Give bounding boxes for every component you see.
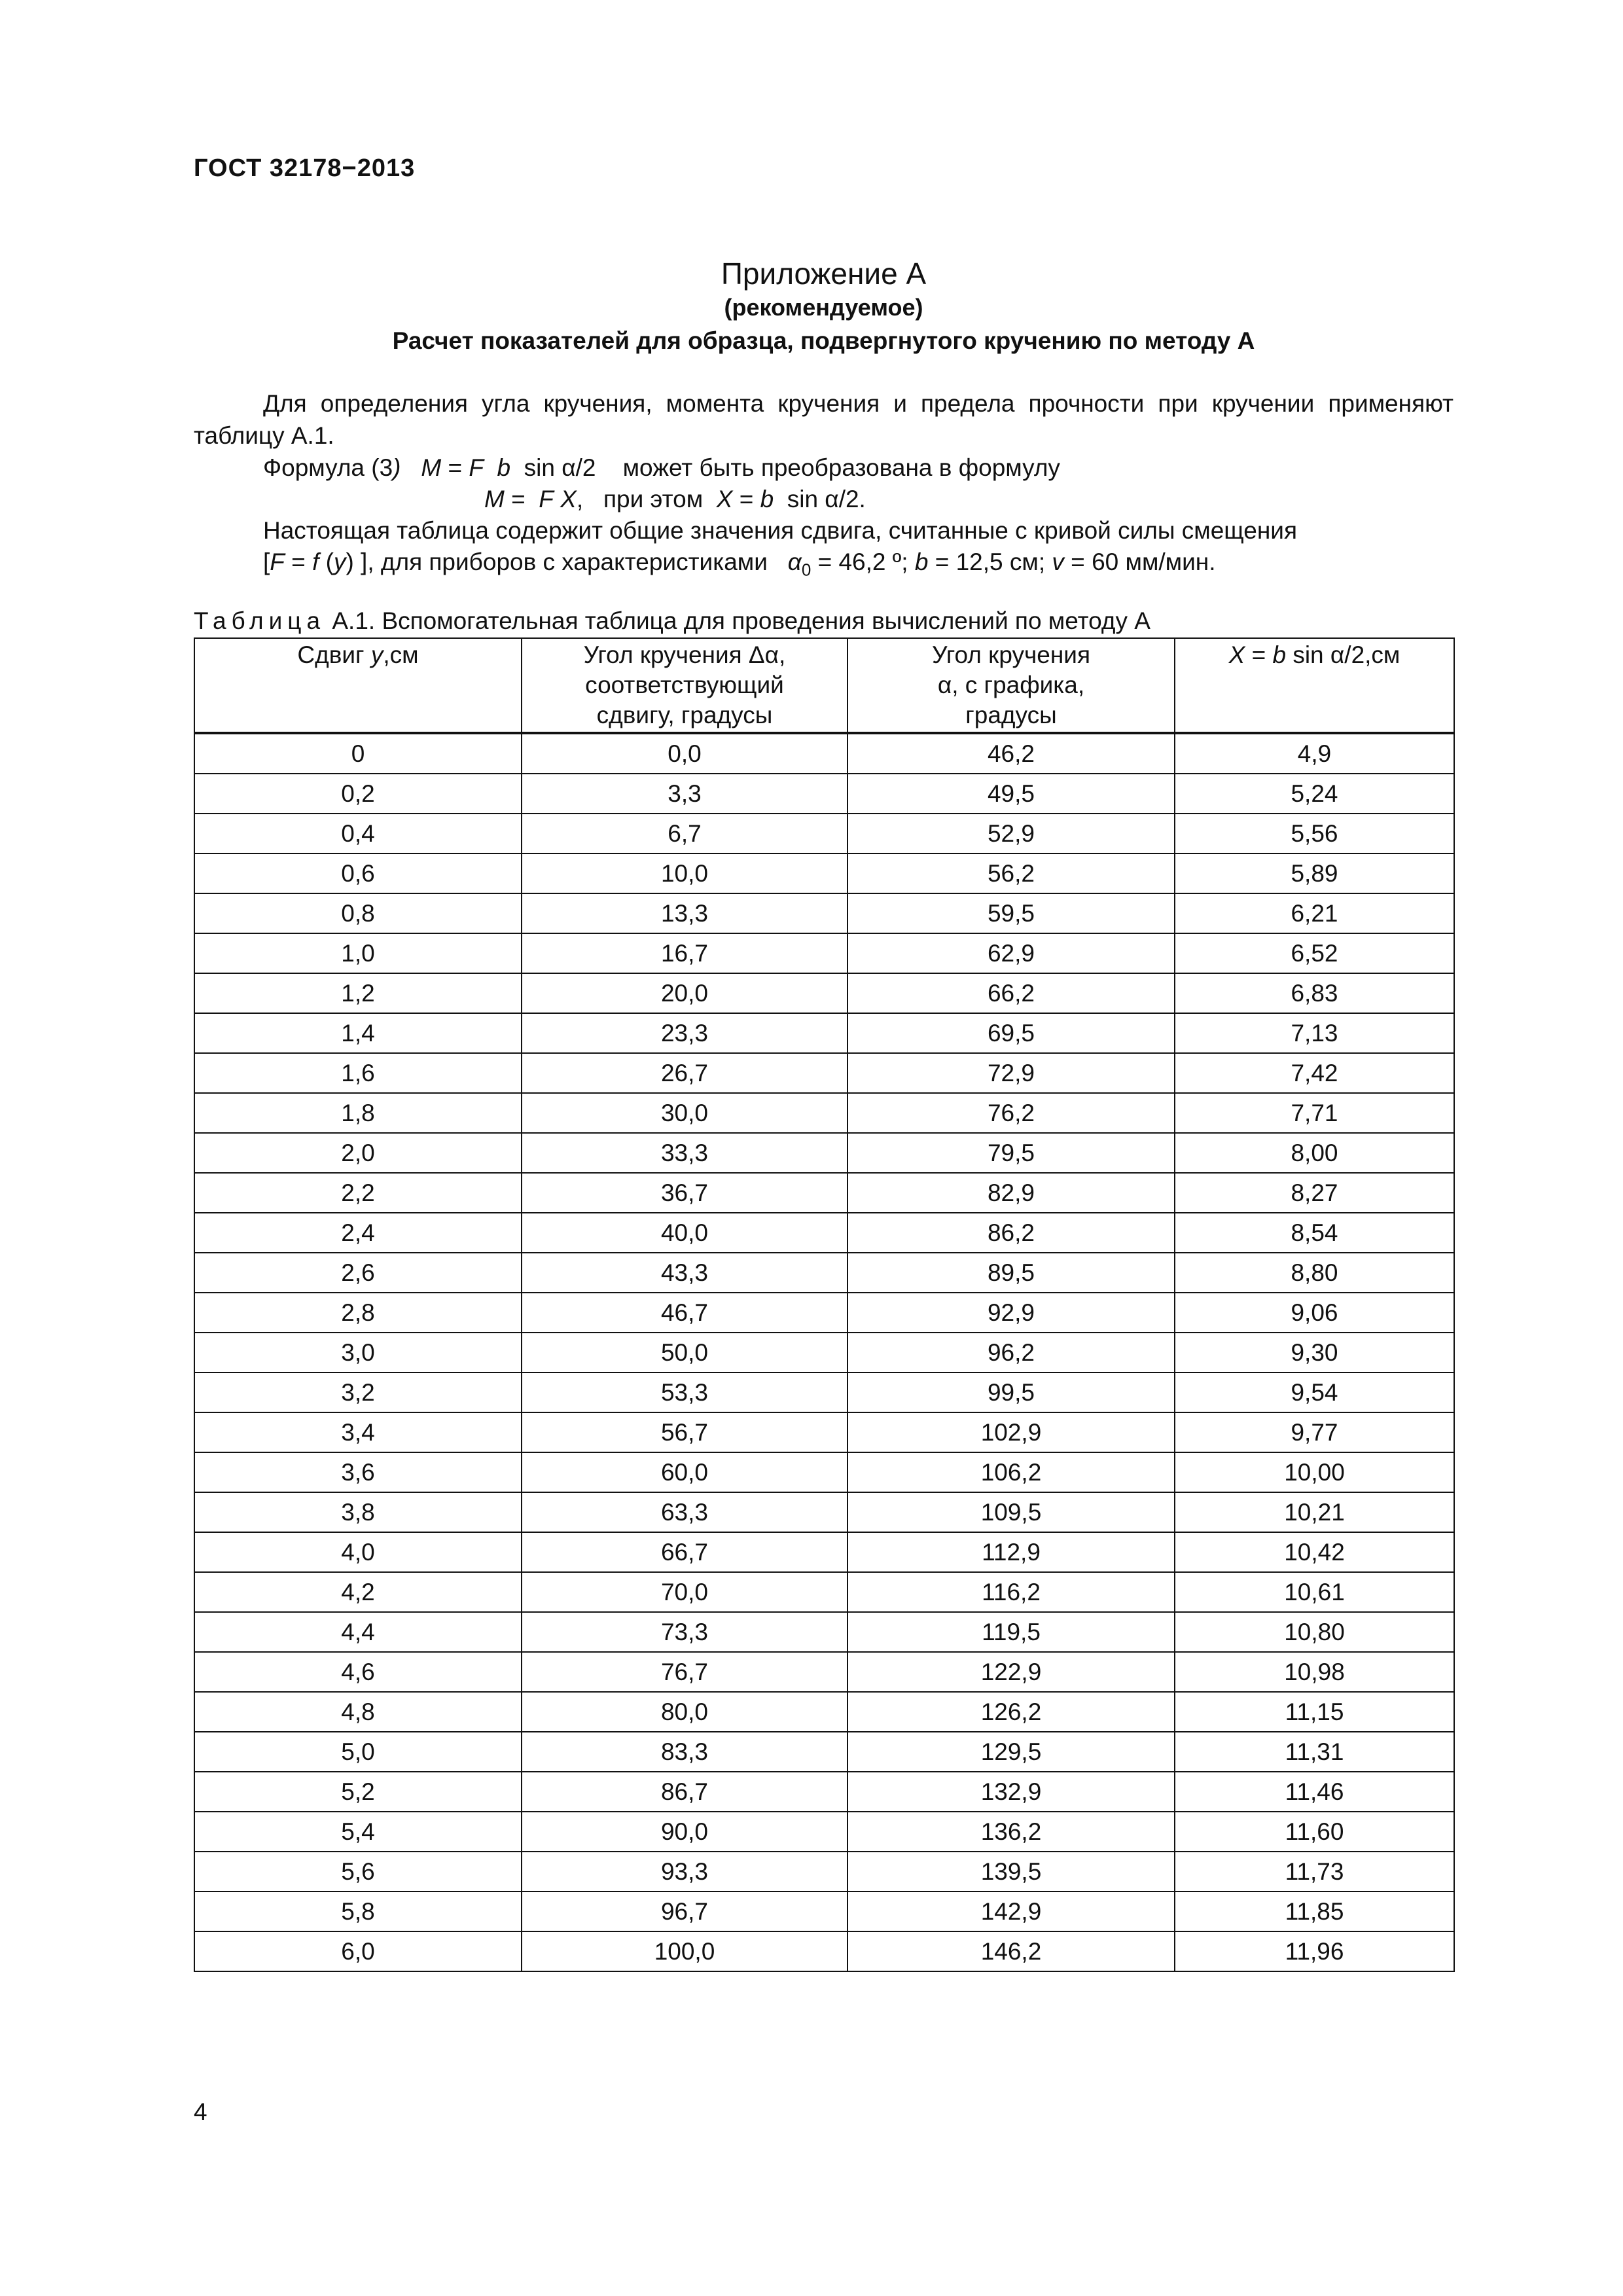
table-cell: 0,0 bbox=[522, 733, 847, 774]
table-cell: 2,0 bbox=[194, 1133, 522, 1173]
table-cell: 52,9 bbox=[847, 814, 1175, 853]
table-cell: 56,7 bbox=[522, 1412, 847, 1452]
table-cell: 49,5 bbox=[847, 774, 1175, 814]
table-row bbox=[194, 1173, 1454, 1213]
table-row bbox=[194, 1013, 1454, 1053]
table-cell: 5,0 bbox=[194, 1732, 522, 1772]
table-cell: 1,6 bbox=[194, 1053, 522, 1093]
table-cell: 16,7 bbox=[522, 933, 847, 973]
table-cell: 0,2 bbox=[194, 774, 522, 814]
table-cell: 90,0 bbox=[522, 1812, 847, 1852]
table-cell: 4,4 bbox=[194, 1612, 522, 1652]
table-cell: 20,0 bbox=[522, 973, 847, 1013]
table-cell: 10,21 bbox=[1175, 1492, 1454, 1532]
table-row bbox=[194, 1492, 1454, 1532]
table-cell: 4,9 bbox=[1175, 733, 1454, 774]
table-cell: 86,2 bbox=[847, 1213, 1175, 1253]
table-cell: 126,2 bbox=[847, 1692, 1175, 1732]
table-row bbox=[194, 933, 1454, 973]
table-cell: 9,77 bbox=[1175, 1412, 1454, 1452]
table-row bbox=[194, 1931, 1454, 1971]
table-cell: 83,3 bbox=[522, 1732, 847, 1772]
table-cell: 59,5 bbox=[847, 893, 1175, 933]
table-cell: 2,6 bbox=[194, 1253, 522, 1293]
table-cell: 89,5 bbox=[847, 1253, 1175, 1293]
table-cell: 8,00 bbox=[1175, 1133, 1454, 1173]
table-cell: 66,7 bbox=[522, 1532, 847, 1572]
table-cell: 11,46 bbox=[1175, 1772, 1454, 1812]
table-cell: 13,3 bbox=[522, 893, 847, 933]
table-row bbox=[194, 1452, 1454, 1492]
table-cell: 56,2 bbox=[847, 853, 1175, 893]
paragraph-table-note: Настоящая таблица содержит общие значения сдвига, считанные с кривой силы смещения bbox=[263, 517, 1298, 544]
table-row bbox=[194, 1253, 1454, 1293]
table-cell: 80,0 bbox=[522, 1692, 847, 1732]
table-row bbox=[194, 1053, 1454, 1093]
table-cell: 4,8 bbox=[194, 1692, 522, 1732]
table-cell: 63,3 bbox=[522, 1492, 847, 1532]
table-body bbox=[194, 733, 1454, 1971]
formula-line: Формула (3) M = F b sin α/2 может быть преобразована в формулу bbox=[263, 454, 1060, 481]
table-cell: 106,2 bbox=[847, 1452, 1175, 1492]
table-cell: 122,9 bbox=[847, 1652, 1175, 1692]
table-cell: 36,7 bbox=[522, 1173, 847, 1213]
table-row bbox=[194, 1093, 1454, 1133]
table-cell: 82,9 bbox=[847, 1173, 1175, 1213]
table-cell: 72,9 bbox=[847, 1053, 1175, 1093]
table-row bbox=[194, 1612, 1454, 1652]
table-cell: 6,21 bbox=[1175, 893, 1454, 933]
table-cell: 2,2 bbox=[194, 1173, 522, 1213]
page-number: 4 bbox=[194, 2098, 207, 2125]
paragraph-intro bbox=[194, 387, 1454, 452]
table-cell: 10,00 bbox=[1175, 1452, 1454, 1492]
table-row bbox=[194, 1732, 1454, 1772]
table-row bbox=[194, 1572, 1454, 1612]
table-cell: 92,9 bbox=[847, 1293, 1175, 1333]
table-row bbox=[194, 774, 1454, 814]
table-cell: 3,0 bbox=[194, 1333, 522, 1372]
table-cell: 5,56 bbox=[1175, 814, 1454, 853]
table-cell: 4,2 bbox=[194, 1572, 522, 1612]
table-cell: 40,0 bbox=[522, 1213, 847, 1253]
table-cell: 136,2 bbox=[847, 1812, 1175, 1852]
table-cell: 30,0 bbox=[522, 1093, 847, 1133]
table-cell: 146,2 bbox=[847, 1931, 1175, 1971]
table-cell: 26,7 bbox=[522, 1053, 847, 1093]
table-cell: 8,27 bbox=[1175, 1173, 1454, 1213]
table-cell: 2,4 bbox=[194, 1213, 522, 1253]
table-row bbox=[194, 1532, 1454, 1572]
table-cell: 7,13 bbox=[1175, 1013, 1454, 1053]
table-row bbox=[194, 1133, 1454, 1173]
table-cell: 96,2 bbox=[847, 1333, 1175, 1372]
table-row bbox=[194, 853, 1454, 893]
table-cell: 53,3 bbox=[522, 1372, 847, 1412]
table-cell: 3,6 bbox=[194, 1452, 522, 1492]
table-cell: 0 bbox=[194, 733, 522, 774]
table-cell: 142,9 bbox=[847, 1892, 1175, 1931]
table-cell: 8,54 bbox=[1175, 1213, 1454, 1253]
table-cell: 112,9 bbox=[847, 1532, 1175, 1572]
table-cell: 11,31 bbox=[1175, 1732, 1454, 1772]
table-cell: 4,6 bbox=[194, 1652, 522, 1692]
table-cell: 11,85 bbox=[1175, 1892, 1454, 1931]
table-cell: 7,71 bbox=[1175, 1093, 1454, 1133]
appendix-heading: Расчет показателей для образца, подвергнутого кручению по методу А bbox=[392, 327, 1255, 354]
table-header-row bbox=[194, 638, 1454, 733]
table-cell: 79,5 bbox=[847, 1133, 1175, 1173]
table-cell: 86,7 bbox=[522, 1772, 847, 1812]
table-cell: 5,24 bbox=[1175, 774, 1454, 814]
table-cell: 43,3 bbox=[522, 1253, 847, 1293]
table-cell: 60,0 bbox=[522, 1452, 847, 1492]
table-cell: 5,8 bbox=[194, 1892, 522, 1931]
table-caption-label: Таблица bbox=[194, 607, 326, 634]
table-row bbox=[194, 1812, 1454, 1852]
table-row bbox=[194, 1213, 1454, 1253]
table-cell: 96,7 bbox=[522, 1892, 847, 1931]
header-twist-angle-graph: Угол кручения α, с графика, градусы bbox=[847, 638, 1175, 733]
formula-line-2: M = F X, при этом X = b sin α/2. bbox=[484, 486, 866, 512]
table-cell: 69,5 bbox=[847, 1013, 1175, 1053]
table-row bbox=[194, 1692, 1454, 1732]
header-twist-angle-delta: Угол кручения Δα, соответствующий сдвигу, градусы bbox=[522, 638, 847, 733]
table-cell: 100,0 bbox=[522, 1931, 847, 1971]
table-cell: 73,3 bbox=[522, 1612, 847, 1652]
appendix-status: (рекомендуемое) bbox=[724, 294, 923, 321]
table-cell: 46,7 bbox=[522, 1293, 847, 1333]
table-cell: 5,2 bbox=[194, 1772, 522, 1812]
table-cell: 109,5 bbox=[847, 1492, 1175, 1532]
table-cell: 76,2 bbox=[847, 1093, 1175, 1133]
table-cell: 1,8 bbox=[194, 1093, 522, 1133]
table-cell: 9,54 bbox=[1175, 1372, 1454, 1412]
table-cell: 10,80 bbox=[1175, 1612, 1454, 1652]
table-cell: 10,42 bbox=[1175, 1532, 1454, 1572]
table-cell: 3,4 bbox=[194, 1412, 522, 1452]
table-row bbox=[194, 1333, 1454, 1372]
table-cell: 102,9 bbox=[847, 1412, 1175, 1452]
table-row bbox=[194, 1772, 1454, 1812]
header-x-value: X = b sin α/2,см bbox=[1175, 638, 1454, 733]
table-cell: 7,42 bbox=[1175, 1053, 1454, 1093]
paragraph-intro-text: Для определения угла кручения, момента кручения и предела прочности при кручении применяют таблицу А.1. bbox=[194, 390, 1454, 449]
table-cell: 5,6 bbox=[194, 1852, 522, 1892]
table-cell: 11,60 bbox=[1175, 1812, 1454, 1852]
table-row bbox=[194, 1892, 1454, 1931]
table-cell: 1,2 bbox=[194, 973, 522, 1013]
table-cell: 8,80 bbox=[1175, 1253, 1454, 1293]
table-cell: 116,2 bbox=[847, 1572, 1175, 1612]
table-cell: 9,30 bbox=[1175, 1333, 1454, 1372]
table-cell: 66,2 bbox=[847, 973, 1175, 1013]
table-cell: 4,0 bbox=[194, 1532, 522, 1572]
table-row bbox=[194, 1293, 1454, 1333]
table-cell: 99,5 bbox=[847, 1372, 1175, 1412]
table-cell: 0,8 bbox=[194, 893, 522, 933]
table-row bbox=[194, 1372, 1454, 1412]
table-cell: 6,7 bbox=[522, 814, 847, 853]
table-row bbox=[194, 893, 1454, 933]
table-cell: 5,89 bbox=[1175, 853, 1454, 893]
table-cell: 46,2 bbox=[847, 733, 1175, 774]
table-cell: 0,6 bbox=[194, 853, 522, 893]
table-cell: 10,0 bbox=[522, 853, 847, 893]
table-cell: 3,3 bbox=[522, 774, 847, 814]
table-cell: 93,3 bbox=[522, 1852, 847, 1892]
table-cell: 3,2 bbox=[194, 1372, 522, 1412]
appendix-title: Приложение А bbox=[721, 257, 927, 291]
table-cell: 11,73 bbox=[1175, 1852, 1454, 1892]
table-cell: 50,0 bbox=[522, 1333, 847, 1372]
table-cell: 6,83 bbox=[1175, 973, 1454, 1013]
table-cell: 0,4 bbox=[194, 814, 522, 853]
table-cell: 76,7 bbox=[522, 1652, 847, 1692]
table-cell: 139,5 bbox=[847, 1852, 1175, 1892]
document-code: ГОСТ 32178−2013 bbox=[194, 154, 416, 182]
header-shift: Сдвиг y,см bbox=[194, 638, 522, 733]
table-cell: 129,5 bbox=[847, 1732, 1175, 1772]
calculation-table bbox=[194, 637, 1455, 1972]
table-caption-text: А.1. Вспомогательная таблица для проведения вычислений по методу А bbox=[325, 607, 1150, 634]
table-row bbox=[194, 973, 1454, 1013]
table-cell: 9,06 bbox=[1175, 1293, 1454, 1333]
table-cell: 62,9 bbox=[847, 933, 1175, 973]
table-caption bbox=[194, 606, 1150, 636]
table-cell: 5,4 bbox=[194, 1812, 522, 1852]
table-cell: 132,9 bbox=[847, 1772, 1175, 1812]
table-cell: 70,0 bbox=[522, 1572, 847, 1612]
table-cell: 119,5 bbox=[847, 1612, 1175, 1652]
table-cell: 6,52 bbox=[1175, 933, 1454, 973]
table-row bbox=[194, 1412, 1454, 1452]
table-cell: 3,8 bbox=[194, 1492, 522, 1532]
table-cell: 10,61 bbox=[1175, 1572, 1454, 1612]
table-cell: 1,0 bbox=[194, 933, 522, 973]
table-cell: 33,3 bbox=[522, 1133, 847, 1173]
table-cell: 2,8 bbox=[194, 1293, 522, 1333]
table-cell: 11,96 bbox=[1175, 1931, 1454, 1971]
table-cell: 6,0 bbox=[194, 1931, 522, 1971]
table-cell: 23,3 bbox=[522, 1013, 847, 1053]
table-row bbox=[194, 733, 1454, 774]
paragraph-table-note-2: [F = f (y) ], для приборов с характеристиками $\alpha_0 = 46,2$ º; b = 12,5 см; v = 60 мм/мин. bbox=[263, 548, 1216, 580]
table-cell: 10,98 bbox=[1175, 1652, 1454, 1692]
table-cell: 1,4 bbox=[194, 1013, 522, 1053]
table-row bbox=[194, 814, 1454, 853]
table-cell: 11,15 bbox=[1175, 1692, 1454, 1732]
table-row bbox=[194, 1652, 1454, 1692]
table-row bbox=[194, 1852, 1454, 1892]
